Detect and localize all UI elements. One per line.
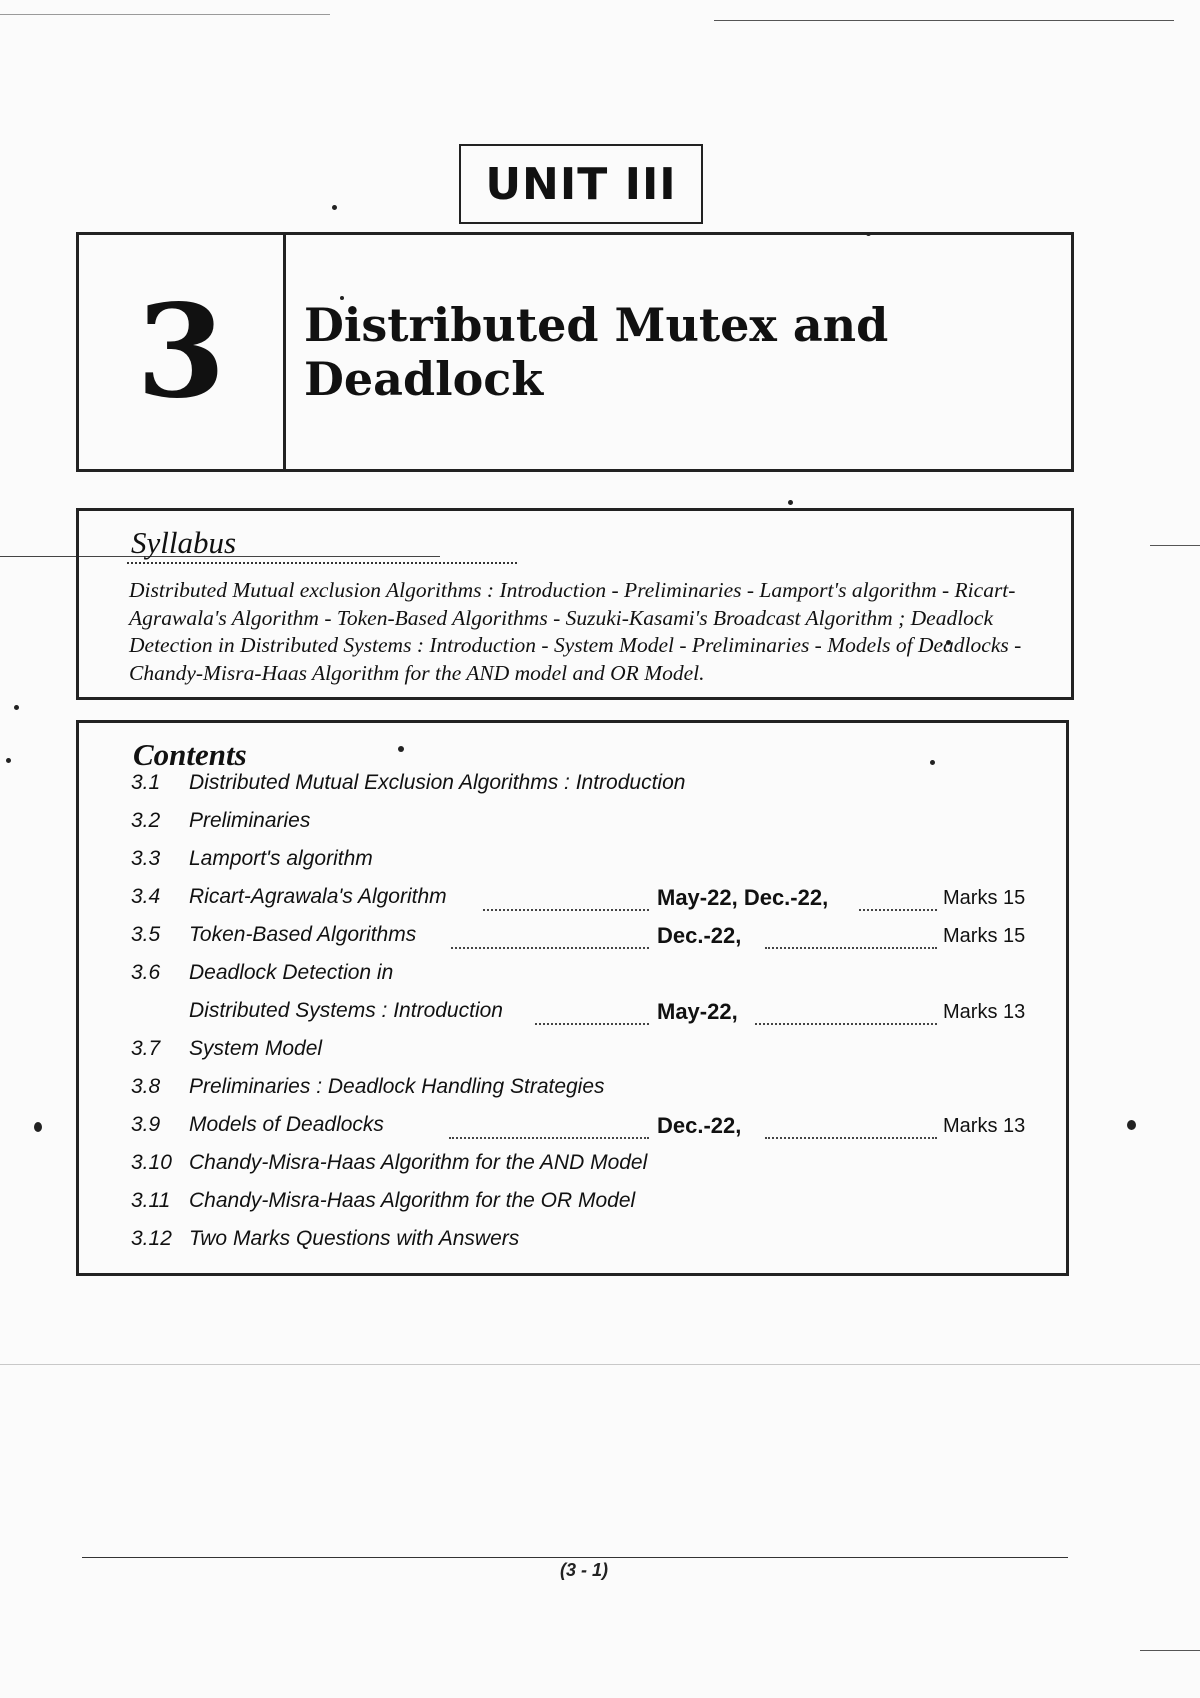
scan-artifact-line bbox=[1150, 545, 1200, 546]
chapter-number: 3 bbox=[79, 235, 286, 469]
toc-entry-marks: Marks 13 bbox=[943, 1115, 1026, 1137]
toc-entry-number: 3.1 bbox=[131, 771, 161, 794]
toc-entry-title: Deadlock Detection in bbox=[189, 961, 394, 984]
scan-artifact-line bbox=[714, 20, 1174, 21]
toc-entry-title: Models of Deadlocks bbox=[189, 1113, 384, 1136]
toc-entry bbox=[131, 885, 1031, 915]
scan-speck bbox=[1127, 1120, 1136, 1130]
contents-section bbox=[76, 720, 1069, 1276]
toc-leader-dots bbox=[449, 1113, 649, 1139]
toc-entry bbox=[131, 1227, 1031, 1257]
toc-entry-exam: Dec.-22, bbox=[657, 923, 742, 948]
toc-entry-marks: Marks 15 bbox=[943, 887, 1026, 909]
toc-entry-title: Ricart-Agrawala's Algorithm bbox=[189, 885, 447, 908]
toc-entry bbox=[131, 847, 1031, 877]
toc-entry-title: Distributed Systems : Introduction bbox=[189, 999, 503, 1022]
scan-artifact-line bbox=[0, 14, 330, 15]
scan-artifact-line bbox=[0, 1364, 1200, 1365]
toc-entry-exam: May-22, Dec.-22, bbox=[657, 885, 829, 910]
toc-entry-number: 3.12 bbox=[131, 1227, 172, 1250]
toc-entry-number: 3.10 bbox=[131, 1151, 172, 1174]
toc-entry-number: 3.9 bbox=[131, 1113, 161, 1136]
scan-artifact-line bbox=[1140, 1650, 1200, 1651]
toc-entry-exam: May-22, bbox=[657, 999, 738, 1024]
scan-speck bbox=[34, 1122, 42, 1132]
toc-leader-dots bbox=[755, 999, 937, 1025]
unit-label: UNIT III bbox=[459, 144, 703, 224]
toc-entry bbox=[131, 923, 1031, 953]
syllabus-underline bbox=[127, 562, 517, 564]
contents-heading: Contents bbox=[133, 737, 247, 772]
toc-entry-title: Token-Based Algorithms bbox=[189, 923, 417, 946]
toc-entry-title: Chandy-Misra-Haas Algorithm for the OR Model bbox=[189, 1189, 636, 1212]
toc-entry-number: 3.8 bbox=[131, 1075, 161, 1098]
syllabus-heading: Syllabus bbox=[131, 525, 237, 560]
syllabus-text: Distributed Mutual exclusion Algorithms : Introduction - Preliminaries - Lamport's algorithm - Ricart-Agrawala's Algorithm - Token-Based Algorithms - Suzuki-Kasami's Broadcast Algorithm ; Deadlock Detection in Distributed Systems : Introduction - System Model - Preliminaries - Models of Deadlocks - Chandy-Misra-Haas Algorithm for the AND model and OR Model. bbox=[129, 578, 1022, 685]
toc-entry bbox=[131, 1189, 1031, 1219]
toc-entry bbox=[131, 1037, 1031, 1067]
scan-speck bbox=[6, 758, 11, 763]
footer-rule bbox=[82, 1557, 1068, 1558]
toc-entry-exam: Dec.-22, bbox=[657, 1113, 742, 1138]
toc-leader-dots bbox=[483, 885, 649, 911]
toc-entry bbox=[131, 1151, 1031, 1181]
toc-entry-number: 3.5 bbox=[131, 923, 161, 946]
toc-entry-marks: Marks 15 bbox=[943, 925, 1026, 947]
toc-entry-title: Distributed Mutual Exclusion Algorithms : Introduction bbox=[189, 771, 686, 794]
toc-entry bbox=[131, 999, 1031, 1029]
scan-speck bbox=[14, 705, 19, 710]
toc-entry bbox=[131, 771, 1031, 801]
toc-entry-title: Preliminaries bbox=[189, 809, 311, 832]
toc-leader-dots bbox=[535, 999, 649, 1025]
toc-entry bbox=[131, 809, 1031, 839]
toc-leader-dots bbox=[765, 923, 937, 949]
toc-leader-dots bbox=[859, 885, 937, 911]
toc-entry-number: 3.11 bbox=[131, 1189, 171, 1212]
scan-speck bbox=[332, 205, 337, 210]
scan-speck bbox=[788, 500, 793, 505]
toc-entry-number: 3.3 bbox=[131, 847, 161, 870]
toc-entry-number: 3.2 bbox=[131, 809, 161, 832]
toc-entry-title: Two Marks Questions with Answers bbox=[189, 1227, 520, 1250]
chapter-header bbox=[76, 232, 1074, 472]
toc-entry bbox=[131, 961, 1031, 991]
toc-entry-number: 3.4 bbox=[131, 885, 161, 908]
page-number: (3 - 1) bbox=[560, 1560, 609, 1580]
toc-entry-title: Preliminaries : Deadlock Handling Strategies bbox=[189, 1075, 605, 1098]
toc-entry bbox=[131, 1113, 1031, 1143]
chapter-title: Distributed Mutex and Deadlock bbox=[304, 298, 889, 406]
toc-leader-dots bbox=[765, 1113, 937, 1139]
toc-entry-title: Lamport's algorithm bbox=[189, 847, 373, 870]
toc-leader-dots bbox=[451, 923, 649, 949]
toc-entry-title: System Model bbox=[189, 1037, 323, 1060]
toc-entry bbox=[131, 1075, 1031, 1105]
syllabus-section bbox=[76, 508, 1074, 700]
toc-entry-number: 3.7 bbox=[131, 1037, 161, 1060]
toc-entry-title: Chandy-Misra-Haas Algorithm for the AND Model bbox=[189, 1151, 648, 1174]
toc-entry-marks: Marks 13 bbox=[943, 1001, 1026, 1023]
toc-entry-number: 3.6 bbox=[131, 961, 161, 984]
